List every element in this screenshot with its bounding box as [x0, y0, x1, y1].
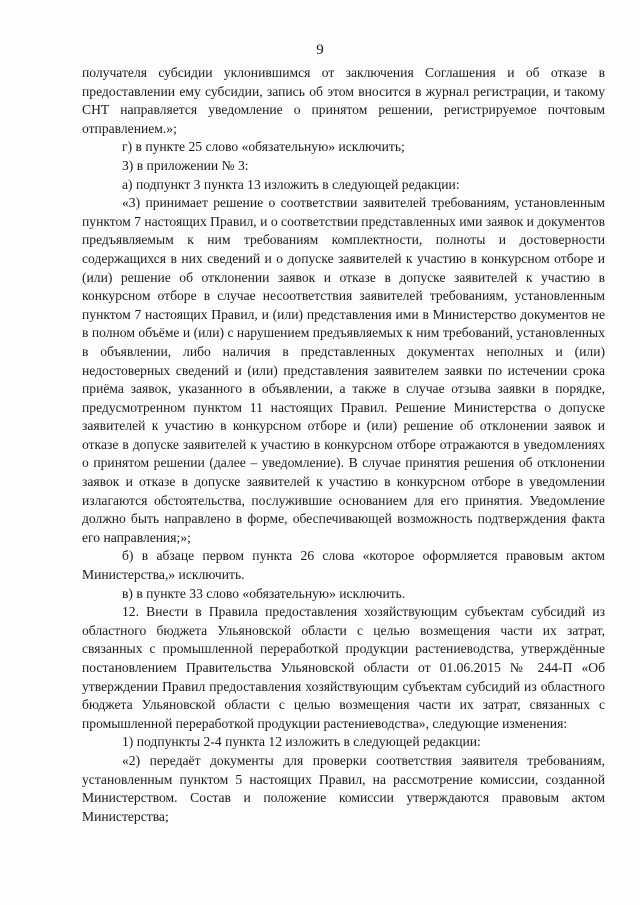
paragraph-item-g: г) в пункте 25 слово «обязательную» исключить;: [122, 139, 405, 155]
paragraph-item-b: б) в абзаце первом пункта 26 слова «которое оформляется правовым актом Министерства,» исключить.: [82, 548, 605, 583]
paragraph-item-3: 3) в приложении № 3:: [122, 157, 249, 173]
paragraph-item-1: 1) подпункты 2-4 пункта 12 изложить в следующей редакции:: [122, 734, 481, 750]
paragraph-quoted-subpoint-2: «2) передаёт документы для проверки соответствия заявителя требованиям, установленным пунктом 5 настоящих Правил, на рассмотрение комиссии, созданной Министерством. Состав и положение комиссии утверждаются правовым актом Министерства;: [82, 752, 605, 824]
paragraph-item-v: в) в пункте 33 слово «обязательную» исключить.: [122, 585, 406, 601]
page-number: 9: [316, 42, 324, 58]
paragraph-continuation: получателя субсидии уклонившимся от заключения Соглашения и об отказе в предоставлении ему субсидии, запись об этом вносится в журнал регистрации, и такому СНТ направляется уведомление о принятом решении, регистрируемое почтовым отправлением.»;: [82, 65, 605, 136]
document-body: [82, 64, 605, 826]
paragraph-item-a: а) подпункт 3 пункта 13 изложить в следующей редакции:: [122, 176, 460, 192]
paragraph-point-12: 12. Внести в Правила предоставления хозяйствующим субъектам субсидий из областного бюджета Ульяновской области с целью возмещения части их затрат, связанных с промышленной переработкой продукции растениеводства, утверждённые постановлением Правительства Ульяновской области от 01.06.2015 № 244-П «Об утверждении Правил предоставления хозяйствующим субъектам субсидий из областного бюджета Ульяновской области с целью возмещения части их затрат, связанных с промышленной переработкой продукции растениеводства», следующие изменения:: [82, 604, 605, 731]
paragraph-quoted-subpoint-3: «3) принимает решение о соответствии заявителей требованиям, установленным пунктом 7 настоящих Правил, и о соответствии представленных ими заявок и документов предъявляемым к ним требованиям комплектности, полноты и достоверности содержащихся в них сведений и о допуске заявителей к участию в конкурсном отборе и (или) решение об отклонении заявок и отказе в допуске заявителей к участию в конкурсном отборе в случае несоответствия заявителей требованиям, установленным пунктом 7 настоящих Правил, и (или) представления ими в Министерство документов не в полном объёме и (или) с нарушением предъявляемых к ним требований, установленных в объявлении, либо наличия в представленных документах неполных и (или) недостоверных сведений и (или) представления заявителем заявки по истечении срока приёма заявок, указанного в объявлении, а также в случае отзыва заявки в порядке, предусмотренном пунктом 11 настоящих Правил. Решение Министерства о допуске заявителей к участию в конкурсном отборе и (или) решение об отклонении заявок и отказе в допуске заявителей к участию в конкурсном отборе отражаются в уведомлениях о принятом решении (далее – уведомление). В случае принятия решения об отклонении заявок и отказе в допуске заявителей к участию в конкурсном отборе в уведомлении излагаются обстоятельства, послужившие основанием для его принятия. Уведомление должно быть направлено в форме, обеспечивающей возможность подтверждения факта его направления;»;: [82, 195, 605, 545]
